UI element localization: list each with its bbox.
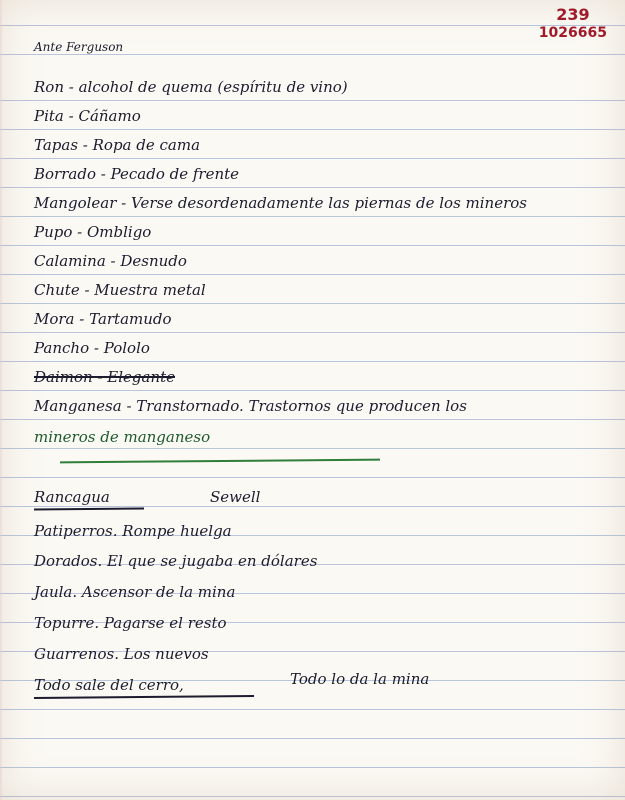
- entry-mangolear: Mangolear - Verse desordenadamente las piernas de los mineros: [34, 194, 527, 212]
- entry-daimon-struck: Daimon - Elegante: [34, 368, 176, 386]
- entry-mora: Mora - Tartamudo: [34, 310, 172, 328]
- entry-calamina: Calamina - Desnudo: [34, 252, 187, 270]
- sheet-code: 1026665: [538, 25, 607, 41]
- entry-todo-sale: Todo sale del cerro,: [34, 676, 184, 694]
- entry-ron: Ron - alcohol de quema (espíritu de vino): [34, 78, 348, 96]
- section-subtitle: Sewell: [210, 488, 261, 506]
- entry-dorados: Dorados. El que se jugaba en dólares: [34, 552, 318, 570]
- entry-todo-lo-da: Todo lo da la mina: [290, 670, 430, 688]
- sheet-stamp: [539, 6, 607, 42]
- entry-chute: Chute - Muestra metal: [34, 281, 206, 299]
- section-divider: [60, 459, 380, 464]
- sheet-number: 239: [556, 5, 590, 24]
- entry-manganesa: Manganesa - Transtornado. Trastornos que producen los: [34, 397, 467, 415]
- entry-topurre: Topurre. Pagarse el resto: [34, 614, 227, 632]
- section-title-underline: [34, 508, 144, 511]
- entry-pupo: Pupo - Ombligo: [34, 223, 152, 241]
- entry-patiperros: Patiperros. Rompe huelga: [34, 522, 232, 540]
- entry-borrado: Borrado - Pecado de frente: [34, 165, 240, 183]
- entry-tapas: Tapas - Ropa de cama: [34, 136, 201, 154]
- entry-pita: Pita - Cáñamo: [34, 107, 141, 125]
- entry-jaula: Jaula. Ascensor de la mina: [34, 583, 236, 601]
- page-title: Ante Ferguson: [34, 40, 124, 54]
- entry-guarrenos: Guarrenos. Los nuevos: [34, 645, 209, 663]
- page-margin-line: [0, 0, 2, 800]
- entry-pancho: Pancho - Pololo: [34, 339, 150, 357]
- entry-manganesa-cont: mineros de manganeso: [34, 428, 211, 446]
- entry-todo-sale-underline: [34, 695, 254, 699]
- section-title: Rancagua: [34, 488, 110, 506]
